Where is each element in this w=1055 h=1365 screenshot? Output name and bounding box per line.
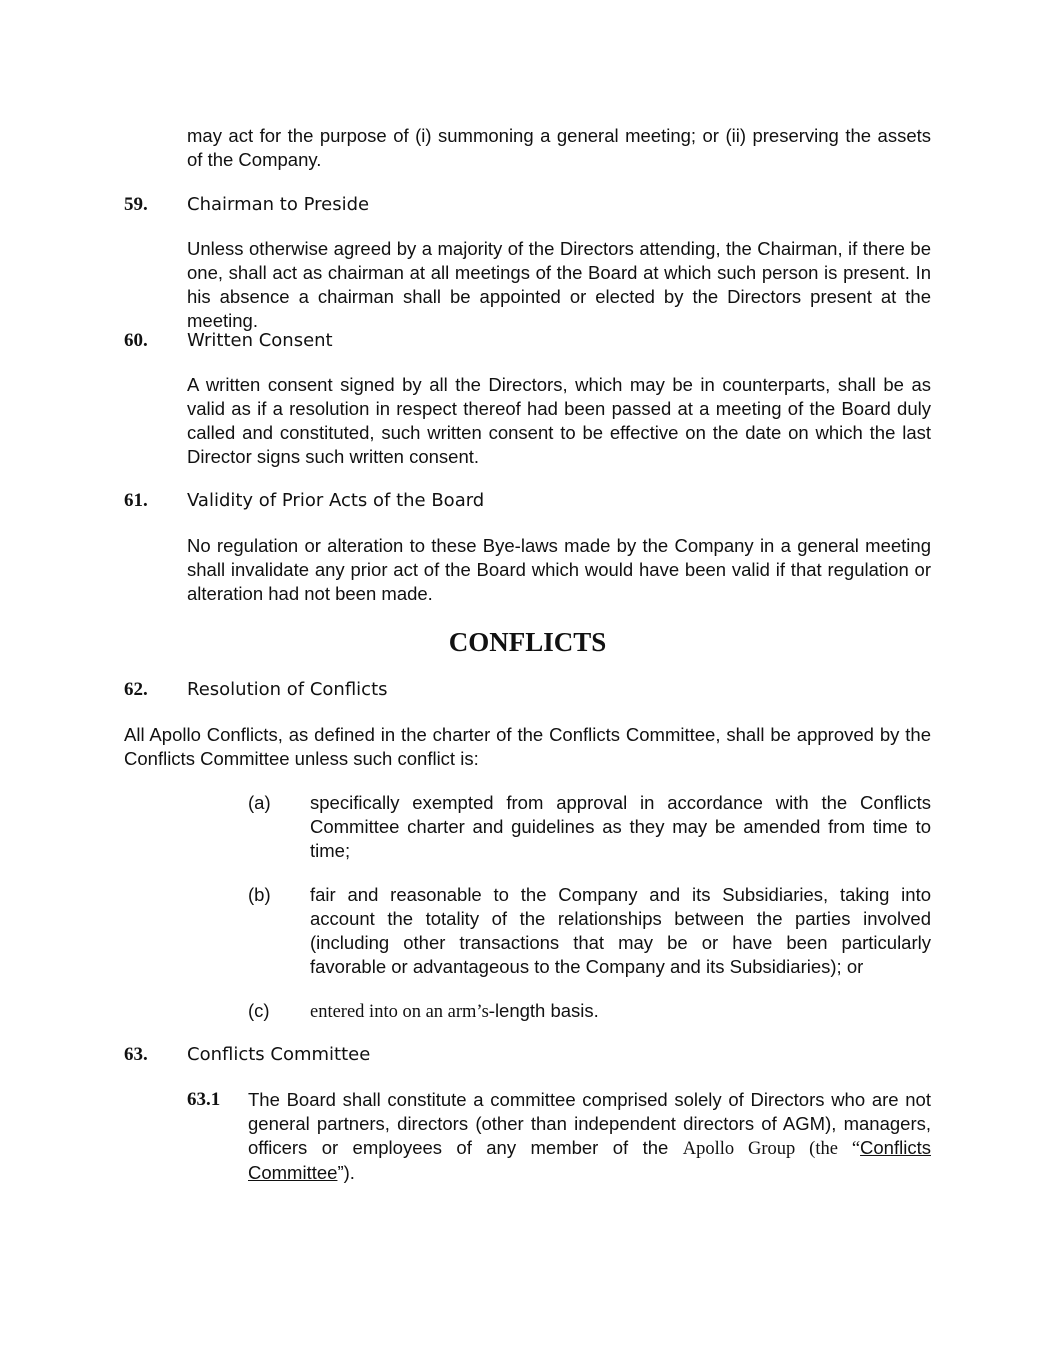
conflicts-title: CONFLICTS bbox=[448, 627, 607, 657]
subsection-63-1-text-a: The Board shall constitute a committee comprised solely of Directors who are not general partners, directors (other than independent directors of AGM), managers, officers or employees of any member of the bbox=[248, 1089, 931, 1158]
subsection-63-1-number: 63.1 bbox=[187, 1089, 221, 1110]
section-59-body: Unless otherwise agreed by a majority of the Directors attending, the Chairman, if there be one, shall act as chairman at all meetings of the Board at which such person is present. In his absence a chairman shall be appointed or elected by the Directors present at the meeting. bbox=[187, 238, 931, 331]
section-60-body: A written consent signed by all the Directors, which may be in counterparts, shall be as valid as if a resolution in respect thereof had been passed at a meeting of the Board duly called and constituted, such written consent to be effective on the date on which the last Director signs such written consent. bbox=[187, 374, 931, 467]
list-item-b-text: fair and reasonable to the Company and its Subsidiaries, taking into account the totality of the relationships between the parties involved (including other transactions that may be or have been particularly favorable or advantageous to the Company and its Subsidiaries); or bbox=[310, 884, 931, 977]
section-60-heading: Written Consent bbox=[187, 330, 333, 351]
list-item-c-text-rest: length basis. bbox=[494, 1000, 599, 1021]
section-60-number: 60. bbox=[124, 330, 148, 351]
list-item-c-label: (c) bbox=[248, 1000, 270, 1021]
section-62-number: 62. bbox=[124, 679, 148, 700]
section-63-number: 63. bbox=[124, 1044, 148, 1065]
list-item-b-label: (b) bbox=[248, 884, 271, 905]
list-item-c-text-serif: entered into on an arm’s- bbox=[310, 1002, 495, 1022]
section-62-body: All Apollo Conflicts, as defined in the charter of the Conflicts Committee, shall be approved by the Conflicts Committee unless such conflict is: bbox=[124, 724, 931, 769]
subsection-63-1-text-end: ”). bbox=[337, 1162, 355, 1183]
subsection-63-1-text-serif: Apollo Group (the “ bbox=[682, 1139, 861, 1159]
section-62-heading: Resolution of Conflicts bbox=[187, 679, 388, 700]
section-63-heading: Conflicts Committee bbox=[187, 1044, 371, 1065]
subsection-63-1-text bbox=[248, 1088, 931, 1185]
section-61-heading: Validity of Prior Acts of the Board bbox=[187, 490, 485, 511]
list-item-a-label: (a) bbox=[248, 792, 271, 813]
list-item-a-text: specifically exempted from approval in accordance with the Conflicts Committee charter and guidelines as they may be amended from time to time; bbox=[310, 792, 931, 861]
section-59-number: 59. bbox=[124, 194, 148, 215]
section-61-number: 61. bbox=[124, 490, 148, 511]
list-item-c-text bbox=[310, 999, 931, 1024]
section-61-body: No regulation or alteration to these Bye-laws made by the Company in a general meeting shall invalidate any prior act of the Board which would have been valid if that regulation or alteration had not been made. bbox=[187, 535, 931, 604]
conflicts-committee-defined-term: Conflicts Committee bbox=[248, 1137, 931, 1183]
intro-paragraph: may act for the purpose of (i) summoning a general meeting; or (ii) preserving the assets of the Company. bbox=[187, 125, 931, 170]
section-59-heading: Chairman to Preside bbox=[187, 194, 370, 215]
